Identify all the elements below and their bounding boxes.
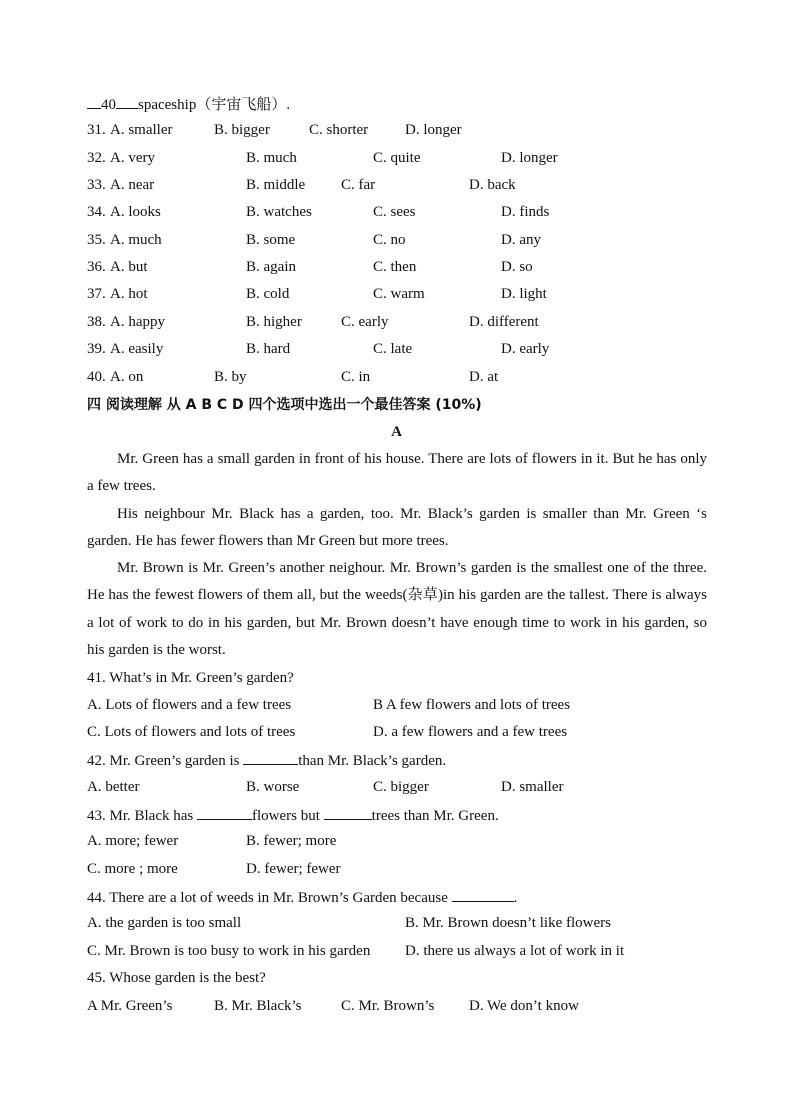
question-number: 40. (87, 369, 106, 385)
option-b: B. middle (246, 177, 306, 193)
option-d: D. at (469, 369, 499, 385)
section-heading: 四 阅读理解 从 A B C D 四个选项中选出一个最佳答案 (10%) (87, 397, 482, 413)
question-44-stem: 44. There are a lot of weeds in Mr. Brown’s Garden because . (87, 886, 517, 906)
option-a: A. but (110, 259, 148, 275)
option-c: C. no (373, 232, 406, 248)
question-number: 39. (87, 341, 106, 357)
option-a: A. easily (110, 341, 164, 357)
answer-blank (452, 886, 514, 902)
cloze-tail-text: spaceship（宇宙飞船）. (138, 97, 291, 113)
passage-label: A (391, 424, 402, 440)
answer-blank (243, 749, 298, 765)
option-b: B. higher (246, 314, 302, 330)
question-number: 34. (87, 204, 106, 220)
option-a: A. on (110, 369, 144, 385)
option-b: B. hard (246, 341, 291, 357)
question-number: 36. (87, 259, 106, 275)
option-d: D. any (501, 232, 541, 248)
option-d: D. a few flowers and a few trees (373, 724, 568, 740)
option-d: D. early (501, 341, 550, 357)
option-c: C. shorter (309, 122, 369, 138)
option-d: D. We don’t know (469, 998, 579, 1014)
option-c: C. Mr. Brown’s (341, 998, 435, 1014)
option-a: A. looks (110, 204, 161, 220)
option-c: C. late (373, 341, 413, 357)
answer-blank (116, 93, 138, 109)
answer-blank (324, 804, 372, 820)
option-b: B. some (246, 232, 296, 248)
option-c: C. early (341, 314, 389, 330)
question-41-stem: 41. What’s in Mr. Green’s garden? (87, 670, 294, 686)
option-c: C. then (373, 259, 417, 275)
option-b: B. again (246, 259, 296, 275)
question-number: 37. (87, 286, 106, 302)
passage-paragraph-2: His neighbour Mr. Black has a garden, too. Mr. Black’s garden is smaller than Mr. Green ‘s garden. He has fewer flowers than Mr Green but more trees. (87, 506, 707, 550)
option-c: C. sees (373, 204, 416, 220)
option-a: A. the garden is too small (87, 915, 242, 931)
option-a: A. much (110, 232, 162, 248)
answer-blank (197, 804, 252, 820)
blank-number: 40 (101, 97, 116, 113)
option-b: B. Mr. Brown doesn’t like flowers (405, 915, 611, 931)
question-number: 31. (87, 122, 106, 138)
option-d: D. so (501, 259, 533, 275)
question-43-stem: 43. Mr. Black has flowers but trees than Mr. Green. (87, 804, 499, 824)
option-a: A. better (87, 779, 140, 795)
option-c: C. Lots of flowers and lots of trees (87, 724, 296, 740)
question-number: 33. (87, 177, 106, 193)
passage-paragraph-3: Mr. Brown is Mr. Green’s another neighour. Mr. Brown’s garden is the smallest one of the three. He has the fewest flowers of them all, but the weeds(杂草)in his garden are the tallest. There is always a lot of work to do in his garden, but Mr. Brown doesn’t have enough time to work in his garden, so his garden is the worst. (87, 560, 707, 658)
option-a: A. hot (110, 286, 148, 302)
option-b: B. fewer; more (246, 833, 337, 849)
option-b: B. by (214, 369, 247, 385)
option-b: B. much (246, 150, 297, 166)
option-c: C. Mr. Brown is too busy to work in his garden (87, 943, 371, 959)
option-d: D. fewer; fewer (246, 861, 341, 877)
option-d: D. back (469, 177, 516, 193)
option-b: B A few flowers and lots of trees (373, 697, 571, 713)
question-45-stem: 45. Whose garden is the best? (87, 970, 266, 986)
option-c: C. quite (373, 150, 421, 166)
cloze-tail-line (87, 93, 290, 113)
option-d: D. smaller (501, 779, 564, 795)
question-number: 35. (87, 232, 106, 248)
option-b: B. watches (246, 204, 312, 220)
option-a: A. more; fewer (87, 833, 179, 849)
option-d: D. finds (501, 204, 550, 220)
option-a: A. near (110, 177, 155, 193)
option-b: B. cold (246, 286, 290, 302)
option-b: B. Mr. Black’s (214, 998, 302, 1014)
question-42-stem: 42. Mr. Green’s garden is than Mr. Black’s garden. (87, 749, 446, 769)
option-a: A Mr. Green’s (87, 998, 173, 1014)
passage-paragraph-1: Mr. Green has a small garden in front of his house. There are lots of flowers in it. But he has only a few trees. (87, 451, 707, 495)
option-d: D. light (501, 286, 547, 302)
option-b: B. bigger (214, 122, 270, 138)
question-number: 38. (87, 314, 106, 330)
option-d: D. there us always a lot of work in it (405, 943, 625, 959)
answer-blank (87, 93, 101, 109)
option-c: C. warm (373, 286, 425, 302)
question-number: 32. (87, 150, 106, 166)
option-d: D. longer (501, 150, 558, 166)
option-c: C. far (341, 177, 376, 193)
option-a: A. smaller (110, 122, 173, 138)
option-a: A. Lots of flowers and a few trees (87, 697, 292, 713)
option-c: C. more ; more (87, 861, 178, 877)
option-d: D. different (469, 314, 539, 330)
option-d: D. longer (405, 122, 462, 138)
option-a: A. very (110, 150, 155, 166)
option-b: B. worse (246, 779, 300, 795)
option-a: A. happy (110, 314, 165, 330)
option-c: C. in (341, 369, 371, 385)
option-c: C. bigger (373, 779, 429, 795)
